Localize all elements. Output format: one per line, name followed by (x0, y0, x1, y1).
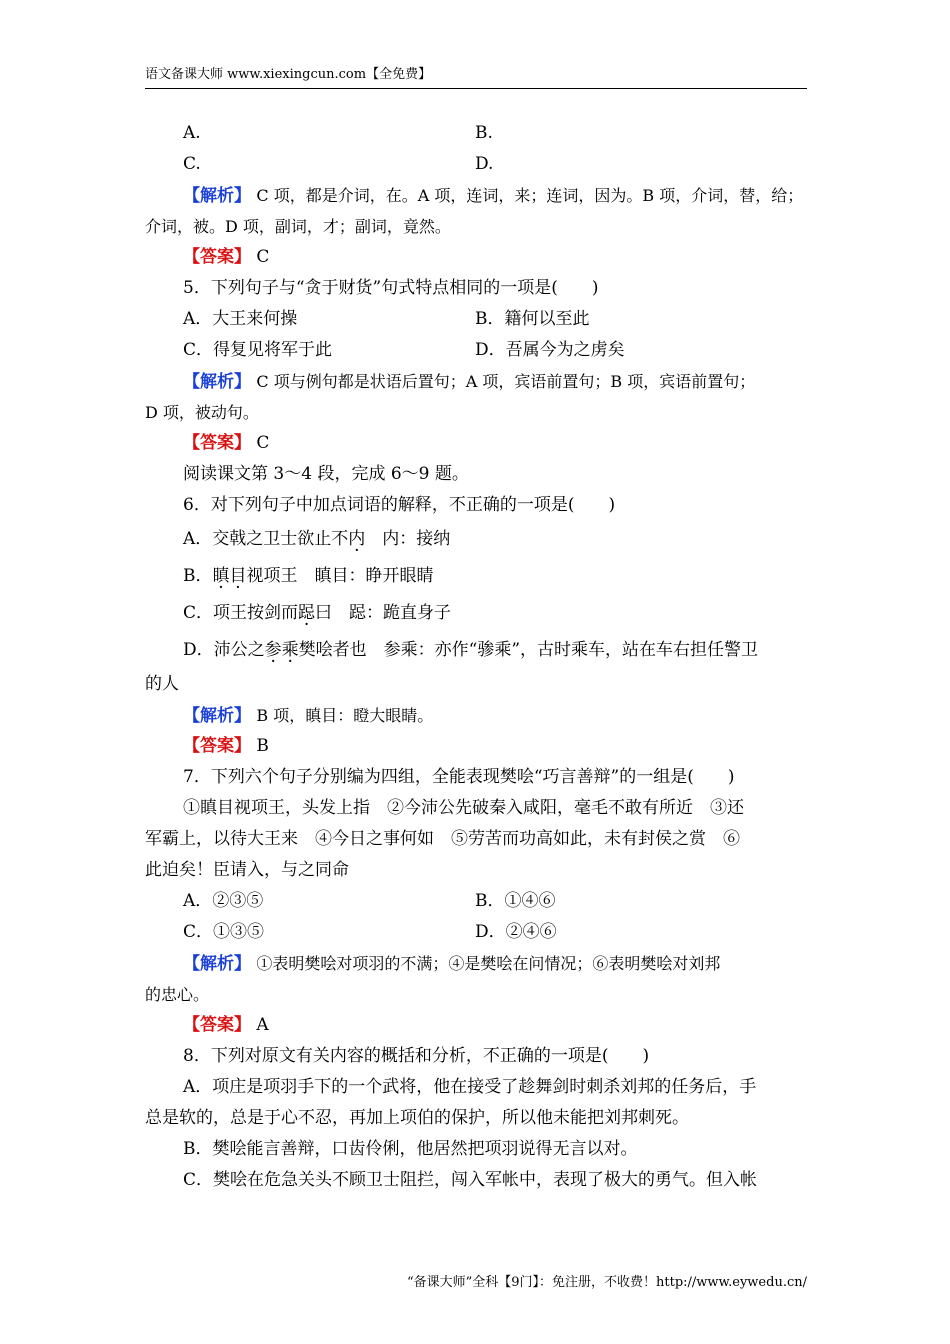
q7-stem: 7．下列六个句子分别编为四组，全能表现樊哙“巧言善辩”的一组是( ) (183, 767, 735, 787)
q6-stem: 6．对下列句子中加点词语的解释，不正确的一项是( ) (183, 495, 616, 515)
q4-analysis-cont (145, 211, 809, 242)
analysis-tag: 【解析】 (183, 186, 251, 206)
q6-answer-value: B (256, 736, 269, 756)
q6-a-gloss: 内：接纳 (365, 529, 451, 549)
reading-instruction: 阅读课文第 3～4 段，完成 6～9 题。 (183, 464, 469, 484)
emphasis-dot-char: 参 (264, 640, 282, 660)
q6-answer (145, 731, 809, 762)
q5-stem: 5．下列句子与“贪于财货”句式特点相同的一项是( ) (183, 278, 599, 298)
page-header (145, 66, 807, 89)
q6-c-gloss: 曰 跽：跪直身子 (315, 603, 452, 623)
q7-option-a: A．②③⑤ (183, 891, 264, 911)
analysis-tag: 【解析】 (183, 372, 251, 392)
q8-option-a-cont: 总是软的，总是于心不忍，再加上项伯的保护，所以他未能把刘邦刺死。 (145, 1108, 689, 1128)
q4-option-b: B. (475, 123, 493, 143)
q7-answer-value: A (256, 1015, 269, 1035)
q6-c-text: C．项王按剑而 (183, 603, 299, 623)
q4-options-cd (145, 149, 809, 180)
q5-options-ab (145, 304, 809, 335)
q6-a-text: A．交戟之卫士欲止不 (183, 529, 349, 549)
q4-answer-value: C (256, 247, 270, 267)
q8-option-b: B．樊哙能言善辩，口齿伶俐，他居然把项羽说得无言以对。 (183, 1139, 638, 1159)
emphasis-dot-char: 跽 (298, 603, 316, 623)
q6-option-d (145, 632, 809, 669)
document-body (145, 118, 809, 1196)
q4-analysis-text: C 项，都是介词，在。A 项，连词，来；连词，因为。B 项，介词，替，给； (256, 186, 804, 205)
q8-option-c: C．樊哙在危急关头不顾卫士阻拦，闯入军帐中，表现了极大的勇气。但入帐 (183, 1170, 758, 1190)
answer-tag: 【答案】 (183, 736, 251, 756)
q5-options-cd (145, 335, 809, 366)
q7-options-ab (145, 886, 809, 917)
page-footer (407, 1274, 807, 1292)
q7-option-b: B．①④⑥ (475, 891, 556, 911)
answer-tag: 【答案】 (183, 433, 251, 453)
q6-option-d-cont: 的人 (145, 674, 179, 694)
q5-option-b: B．籍何以至此 (475, 309, 590, 329)
q4-option-c: C. (183, 154, 201, 174)
q7-items-3: 此迫矣！臣请入，与之同命 (145, 860, 349, 880)
q4-analysis (145, 180, 809, 211)
q7-answer (145, 1010, 809, 1041)
q7-option-c: C．①③⑤ (183, 922, 265, 942)
q7-option-d: D．②④⑥ (475, 922, 557, 942)
q5-analysis-text-2: D 项，被动句。 (145, 403, 259, 422)
q6-option-c (145, 595, 809, 632)
q5-analysis-cont (145, 397, 809, 428)
q6-d-gloss: 樊哙者也 参乘：亦作“骖乘”，古时乘车，站在车右担任警卫 (298, 640, 759, 660)
q8-stem: 8．下列对原文有关内容的概括和分析，不正确的一项是( ) (183, 1046, 650, 1066)
q6-option-b (145, 558, 809, 595)
q5-answer (145, 428, 809, 459)
analysis-tag: 【解析】 (183, 954, 251, 974)
q6-option-a (145, 521, 809, 558)
analysis-tag: 【解析】 (183, 706, 251, 726)
answer-tag: 【答案】 (183, 247, 251, 267)
footer-text: “备课大师”全科【9门】：免注册，不收费！http://www.eywedu.cn/ (406, 1275, 807, 1290)
emphasis-dot-char: 瞋 (212, 566, 230, 586)
answer-tag: 【答案】 (183, 1015, 251, 1035)
q5-answer-value: C (256, 433, 270, 453)
q6-d-text: D．沛公之 (183, 640, 265, 660)
q7-analysis-cont (145, 979, 809, 1010)
emphasis-dot-char: 内 (348, 529, 366, 549)
q7-analysis-text: ①表明樊哙对项羽的不满；④是樊哙在问情况；⑥表明樊哙对刘邦 (256, 954, 721, 973)
q5-analysis (145, 366, 809, 397)
q7-analysis-text-2: 的忠心。 (145, 985, 210, 1004)
header-text: 语文备课大师 www.xiexingcun.com【全免费】 (145, 67, 432, 82)
q7-options-cd (145, 917, 809, 948)
q7-items-2: 军霸上，以待大王来 ④今日之事何如 ⑤劳苦而功高如此，未有封侯之赏 ⑥ (145, 829, 740, 849)
q6-analysis (145, 700, 809, 731)
q4-option-a: A. (183, 123, 201, 143)
q4-analysis-text-2: 介词，被。D 项，副词，才；副词，竟然。 (145, 217, 451, 236)
q8-option-a: A．项庄是项羽手下的一个武将，他在接受了趁舞剑时刺杀刘邦的任务后，手 (183, 1077, 757, 1097)
q5-option-d: D．吾属今为之虏矣 (475, 340, 625, 360)
q7-items-1: ①瞋目视项王，头发上指 ②今沛公先破秦入咸阳，毫毛不敢有所近 ③还 (183, 798, 744, 818)
q5-analysis-text: C 项与例句都是状语后置句；A 项，宾语前置句；B 项，宾语前置句； (256, 372, 756, 391)
q4-answer (145, 242, 809, 273)
q6-b-gloss: 视项王 瞋目：睁开眼睛 (246, 566, 434, 586)
q6-b-text: B． (183, 566, 213, 586)
q4-options-ab (145, 118, 809, 149)
q7-analysis (145, 948, 809, 979)
q5-option-c: C．得复见将军于此 (183, 340, 333, 360)
emphasis-dot-char: 目 (229, 566, 247, 586)
q4-option-d: D. (475, 154, 494, 174)
q5-option-a: A．大王来何操 (183, 309, 298, 329)
q6-analysis-text: B 项，瞋目：瞪大眼睛。 (256, 706, 434, 725)
emphasis-dot-char: 乘 (281, 640, 299, 660)
